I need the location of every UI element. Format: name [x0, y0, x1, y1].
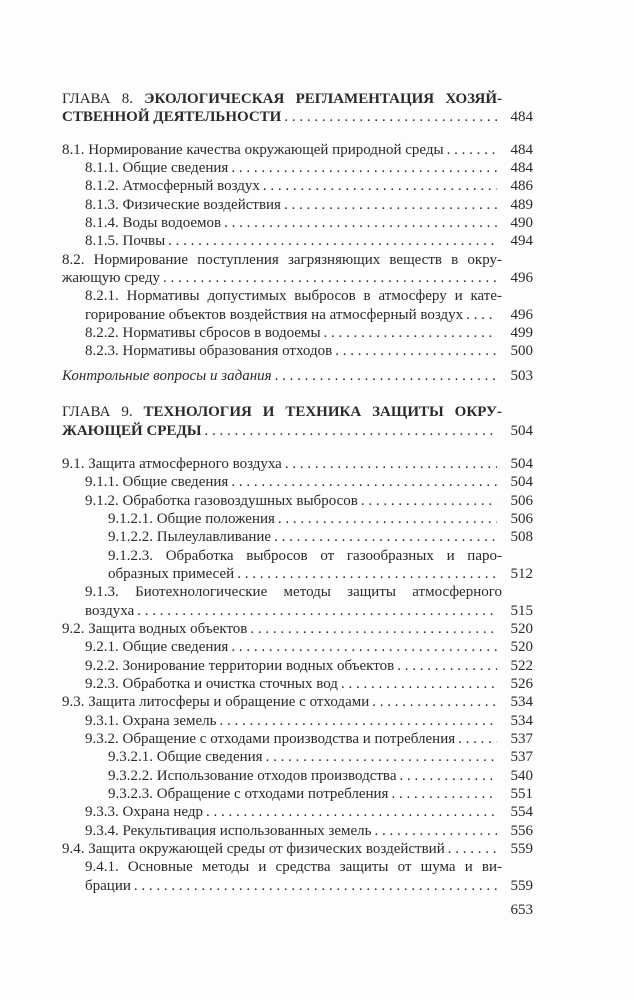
entry-page-number: 490 [510, 215, 533, 232]
dot-leader [203, 803, 497, 821]
entry-page-number: 499 [510, 325, 533, 342]
dot-leader [234, 565, 497, 583]
toc-entry[interactable] [62, 473, 533, 491]
entry-title-line: 9.3. Защита литосферы и обращение с отходами [62, 694, 370, 711]
dot-leader [216, 712, 497, 730]
entry-title-line: 8.1.4. Воды водоемов [85, 215, 222, 232]
dot-leader [131, 877, 497, 895]
toc-entry[interactable] [62, 620, 533, 638]
toc-entry[interactable] [62, 822, 533, 840]
entry-page-number: 496 [510, 306, 533, 323]
dot-leader [272, 367, 497, 385]
dot-leader [275, 510, 497, 528]
entry-title-line: брации [85, 877, 131, 894]
chapter-entry[interactable] [62, 90, 533, 127]
dot-leader [134, 602, 497, 620]
entry-page-number: 496 [510, 270, 533, 287]
entry-title-line: воздуха [85, 602, 135, 619]
entry-title-line: 9.3.2.2. Использование отходов производства [108, 767, 397, 784]
entry-page-number: 486 [510, 178, 533, 195]
dot-leader [228, 473, 497, 491]
toc-entry[interactable] [62, 785, 533, 803]
dot-leader [455, 730, 497, 748]
entry-title-line: 9.1.3. Биотехнологические методы защиты атмосферного [85, 584, 502, 601]
toc-entry[interactable] [62, 638, 533, 656]
dot-leader [332, 342, 497, 360]
entry-title-line: 8.2.1. Нормативы допустимых выбросов в атмосферу и кате- [85, 288, 502, 305]
toc-entry[interactable] [62, 196, 533, 214]
entry-title-line: 9.3.2.1. Общие сведения [108, 749, 263, 766]
dot-leader [444, 141, 497, 159]
toc-entry[interactable] [62, 730, 533, 748]
dot-leader [228, 159, 497, 177]
toc-entry[interactable] [62, 455, 533, 473]
dot-leader [165, 232, 497, 250]
toc-entry[interactable] [62, 214, 533, 232]
entry-page-number: 503 [510, 367, 533, 384]
dot-leader [321, 324, 497, 342]
entry-page-number: 520 [510, 620, 533, 637]
toc-entry[interactable] [62, 675, 533, 693]
dot-leader [463, 306, 497, 324]
toc-entry[interactable] [62, 657, 533, 675]
dot-leader [228, 638, 497, 656]
entry-title-line: 9.3.2. Обращение с отходами производства и потребления [85, 731, 456, 747]
toc-entry[interactable] [62, 367, 533, 385]
dot-leader [445, 840, 497, 858]
entry-page-number: 504 [510, 422, 533, 439]
dot-leader [247, 620, 497, 638]
entry-title-line: 9.3.1. Охрана земель [85, 712, 217, 729]
dot-leader [263, 748, 497, 766]
entry-page-number: 520 [510, 639, 533, 656]
toc-entry[interactable] [62, 159, 533, 177]
entry-page-number: 508 [510, 529, 533, 546]
toc-entry[interactable] [62, 492, 533, 510]
chapter-prefix: ГЛАВА 8. [62, 91, 145, 107]
toc-entry[interactable] [62, 232, 533, 250]
entry-title-line: 9.2. Защита водных объектов [62, 620, 248, 637]
entry-page-number: 540 [510, 767, 533, 784]
entry-title-line: 8.1.3. Физические воздействия [85, 196, 281, 213]
entry-title-line: 9.3.2.3. Обращение с отходами потребления [108, 786, 389, 803]
entry-page-number: 554 [510, 804, 533, 821]
chapter-prefix: ГЛАВА 9. [62, 404, 144, 421]
toc-entry[interactable] [62, 324, 533, 342]
entry-title-line: 8.1.2. Атмосферный воздух [85, 178, 260, 195]
toc-entry[interactable] [62, 342, 533, 360]
entry-page-number: 537 [510, 749, 533, 766]
entry-page-number: 484 [510, 109, 533, 126]
table-of-contents [62, 90, 533, 895]
toc-entry[interactable] [62, 840, 533, 858]
entry-page-number: 506 [510, 492, 533, 509]
entry-title-line: 8.2.3. Нормативы образования отходов [85, 343, 333, 360]
dot-leader [371, 822, 497, 840]
toc-entry[interactable] [62, 767, 533, 785]
dot-leader [338, 675, 497, 693]
entry-title-line: 8.2.2. Нормативы сбросов в водоемы [85, 325, 321, 342]
entry-title-line: 8.1.5. Почвы [85, 233, 166, 250]
entry-page-number: 537 [510, 731, 533, 747]
entry-title-line: 9.1.2.1. Общие положения [108, 510, 275, 527]
dot-leader [358, 492, 497, 510]
dot-leader [160, 269, 497, 287]
entry-title-line: Контрольные вопросы и задания [62, 367, 272, 384]
entry-title-line: 9.4.1. Основные методы и средства защиты от шума и ви- [85, 859, 502, 876]
toc-entry[interactable] [62, 583, 533, 620]
entry-page-number: 534 [510, 694, 533, 711]
entry-title-line: ТЕХНОЛОГИЯ И ТЕХНИКА ЗАЩИТЫ ОКРУ- [143, 404, 502, 421]
toc-entry[interactable] [62, 803, 533, 821]
entry-page-number: 526 [510, 675, 533, 692]
dot-leader [388, 785, 497, 803]
entry-page-number: 504 [510, 455, 533, 472]
entry-page-number: 489 [510, 196, 533, 213]
dot-leader [394, 657, 497, 675]
dot-leader [369, 693, 497, 711]
entry-title-line: 9.2.3. Обработка и очистка сточных вод [85, 675, 338, 692]
toc-entry[interactable] [62, 528, 533, 546]
toc-entry[interactable] [62, 141, 533, 159]
entry-title-line: ЭКОЛОГИЧЕСКАЯ РЕГЛАМЕНТАЦИЯ ХОЗЯЙ- [144, 91, 502, 107]
entry-title-line: ЖАЮЩЕЙ СРЕДЫ [62, 422, 202, 439]
dot-leader [221, 214, 497, 232]
chapter-entry[interactable] [62, 403, 533, 440]
entry-title-line: 9.1.2. Обработка газовоздушных выбросов [85, 492, 358, 509]
entry-page-number: 559 [510, 877, 533, 894]
toc-entry[interactable] [62, 547, 533, 584]
entry-page-number: 515 [510, 602, 533, 619]
dot-leader [281, 108, 497, 126]
entry-page-number: 551 [510, 786, 533, 803]
entry-title-line: жающую среду [62, 270, 160, 287]
toc-entry[interactable] [62, 510, 533, 528]
entry-title-line: СТВЕННОЙ ДЕЯТЕЛЬНОСТИ [62, 109, 282, 126]
entry-title-line: 9.3.3. Охрана недр [85, 804, 204, 821]
entry-title-line: 9.1.2.2. Пылеулавливание [108, 529, 272, 546]
dot-leader [281, 196, 497, 214]
toc-entry[interactable] [62, 748, 533, 766]
entry-page-number: 484 [510, 141, 533, 158]
entry-title-line: 9.3.4. Рекультивация использованных земель [85, 822, 372, 839]
entry-title-line: 9.4. Защита окружающей среды от физических воздействий [62, 841, 445, 858]
entry-title-line: 9.1.2.3. Обработка выбросов от газообразных и паро- [108, 547, 502, 564]
entry-title-line: 9.1.1. Общие сведения [85, 474, 229, 491]
toc-entry[interactable] [62, 251, 533, 288]
entry-title-line: образных примесей [108, 565, 235, 582]
dot-leader [260, 177, 497, 195]
toc-entry[interactable] [62, 712, 533, 730]
dot-leader [282, 455, 497, 473]
entry-title-line: 8.1.1. Общие сведения [85, 160, 229, 177]
entry-page-number: 494 [510, 233, 533, 250]
entry-page-number: 522 [510, 657, 533, 674]
entry-page-number: 559 [510, 841, 533, 858]
toc-entry[interactable] [62, 858, 533, 895]
entry-page-number: 484 [510, 160, 533, 177]
entry-page-number: 506 [510, 510, 533, 527]
entry-page-number: 500 [510, 343, 533, 360]
entry-page-number: 556 [510, 822, 533, 839]
dot-leader [202, 422, 498, 440]
entry-title-line: 8.2. Нормирование поступления загрязняющих веществ в окру- [62, 251, 502, 268]
entry-page-number: 534 [510, 712, 533, 729]
page-number: 653 [510, 902, 533, 918]
dot-leader [396, 767, 497, 785]
entry-title-line: 9.2.1. Общие сведения [85, 639, 229, 656]
entry-title-line: 9.1. Защита атмосферного воздуха [62, 455, 282, 472]
dot-leader [271, 528, 497, 546]
toc-entry[interactable] [62, 693, 533, 711]
entry-title-line: горирование объектов воздействия на атмосферный воздух [85, 306, 464, 323]
entry-page-number: 504 [510, 474, 533, 491]
toc-entry[interactable] [62, 177, 533, 195]
entry-title-line: 8.1. Нормирование качества окружающей природной среды [62, 141, 444, 158]
entry-title-line: 9.2.2. Зонирование территории водных объектов [85, 657, 395, 674]
toc-entry[interactable] [62, 287, 533, 324]
entry-page-number: 512 [510, 565, 533, 582]
